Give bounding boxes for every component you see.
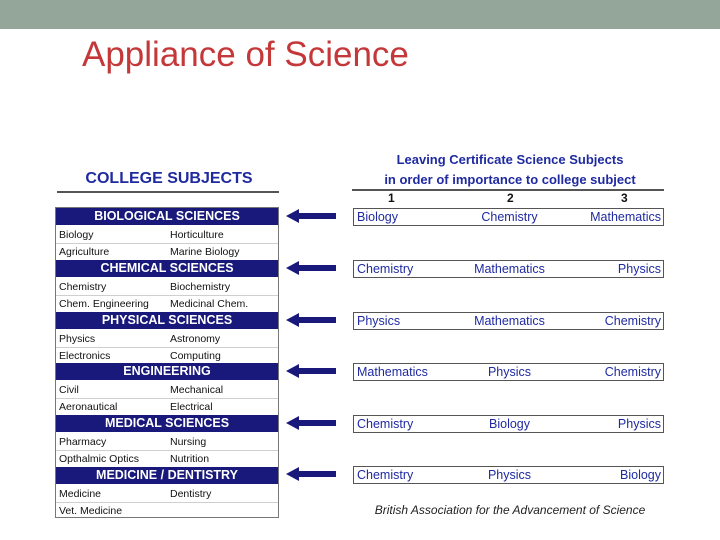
order-cell: Chemistry [604, 314, 661, 328]
order-cell: Physics [487, 365, 532, 379]
order-cell: Physics [487, 468, 532, 482]
subject-item: Pharmacy [59, 436, 107, 448]
row-divider [56, 450, 278, 451]
rank-label: 3 [621, 191, 628, 205]
order-cell: Mathematics [590, 210, 661, 224]
order-cell: Mathematics [474, 262, 545, 276]
group-header-chemical: CHEMICAL SCIENCES [56, 260, 278, 277]
subject-item: Aeronautical [59, 401, 118, 413]
subject-item: Computing [170, 350, 221, 362]
order-row [353, 208, 664, 226]
subject-item: Dentistry [170, 488, 212, 500]
order-row [353, 415, 664, 433]
subject-item: Electronics [59, 350, 111, 362]
subject-item: Medicinal Chem. [170, 298, 249, 310]
row-divider [56, 243, 278, 244]
order-row [353, 466, 664, 484]
order-cell: Physics [617, 417, 661, 431]
source-note: British Association for the Advancement of Science [374, 503, 646, 517]
order-cell: Mathematics [357, 365, 428, 379]
college-subjects-heading: COLLEGE SUBJECTS [85, 170, 253, 187]
group-header-medicine-dentistry: MEDICINE / DENTISTRY [56, 467, 278, 484]
group-header-biological: BIOLOGICAL SCIENCES [56, 208, 278, 225]
subject-item: Nutrition [170, 453, 210, 465]
subject-item: Civil [59, 384, 79, 396]
top-bar [0, 0, 720, 29]
order-cell: Physics [357, 314, 401, 328]
subject-item: Biology [59, 229, 94, 241]
right-heading-line2: in order of importance to college subject [384, 172, 636, 187]
order-cell: Biology [357, 210, 398, 224]
arrow-left-icon [286, 261, 336, 275]
subject-item: Opthalmic Optics [59, 453, 139, 465]
order-row [353, 260, 664, 278]
subject-item: Mechanical [170, 384, 224, 396]
right-heading-line1: Leaving Certificate Science Subjects [396, 152, 624, 167]
arrow-left-icon [286, 467, 336, 481]
order-cell: Chemistry [357, 468, 414, 482]
order-cell: Biology [489, 417, 530, 431]
order-row [353, 312, 664, 330]
subject-item: Horticulture [170, 229, 224, 241]
arrow-left-icon [286, 313, 336, 327]
slide-title: Appliance of Science [82, 35, 409, 74]
subject-item: Vet. Medicine [59, 505, 123, 517]
order-row [353, 363, 664, 381]
group-header-physical: PHYSICAL SCIENCES [56, 312, 278, 329]
order-cell: Biology [620, 468, 661, 482]
group-header-medical: MEDICAL SCIENCES [56, 415, 278, 432]
rank-label: 1 [388, 191, 395, 205]
subject-item: Marine Biology [170, 246, 240, 258]
order-cell: Chemistry [357, 262, 414, 276]
order-cell: Physics [617, 262, 661, 276]
subject-item: Biochemistry [170, 281, 231, 293]
row-divider [56, 398, 278, 399]
subject-item: Nursing [170, 436, 207, 448]
heading-underline [57, 191, 279, 193]
order-cell: Chemistry [604, 365, 661, 379]
row-divider [56, 295, 278, 296]
row-divider [56, 347, 278, 348]
arrow-left-icon [286, 416, 336, 430]
college-subjects-table [55, 207, 279, 518]
group-header-engineering: ENGINEERING [56, 363, 278, 380]
row-divider [56, 502, 278, 503]
rank-label: 2 [507, 191, 514, 205]
order-cell: Mathematics [474, 314, 545, 328]
order-cell: Chemistry [357, 417, 414, 431]
arrow-left-icon [286, 209, 336, 223]
subject-item: Astronomy [170, 333, 221, 345]
subject-item: Physics [59, 333, 96, 345]
arrow-left-icon [286, 364, 336, 378]
order-cell: Chemistry [481, 210, 538, 224]
subject-item: Chemistry [59, 281, 107, 293]
subject-item: Chem. Engineering [59, 298, 149, 310]
subject-item: Medicine [59, 488, 102, 500]
subject-item: Agriculture [59, 246, 110, 258]
subject-item: Electrical [170, 401, 213, 413]
